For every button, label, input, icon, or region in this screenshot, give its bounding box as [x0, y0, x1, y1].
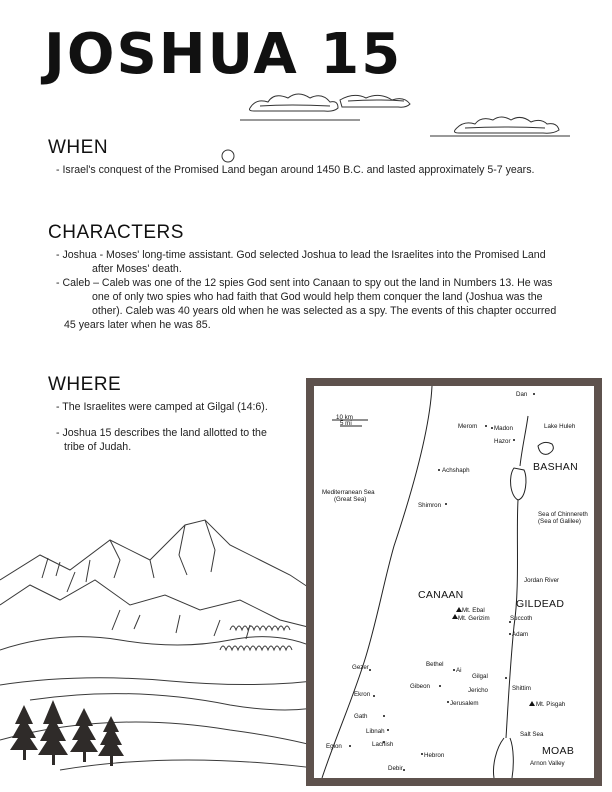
- place-libnah: Libnah: [366, 728, 385, 735]
- bashan-label: BASHAN: [533, 461, 578, 473]
- arnon-valley-label: Arnon Valley: [530, 760, 565, 767]
- place-mt-pisgah: Mt. Pisgah: [536, 701, 566, 708]
- caleb-line-2: one of only two spies who had faith that God would help them conquer the land (Joshua was the: [92, 291, 543, 303]
- place-adam: Adam: [512, 631, 529, 638]
- med-sea-alt-label: (Great Sea): [334, 496, 367, 503]
- place-jericho: Jericho: [468, 687, 488, 694]
- place-jerusalem: Jerusalem: [450, 700, 479, 707]
- gildead-label: GILDEAD: [516, 598, 565, 610]
- joshua-line-2: after Moses' death.: [92, 263, 182, 275]
- clouds-illustration: [240, 78, 600, 138]
- place-shittim: Shittim: [512, 685, 531, 692]
- characters-list: [56, 248, 556, 332]
- where-item-2-line-1: - Joshua 15 describes the land allotted to the: [56, 427, 267, 439]
- canaan-label: CANAAN: [418, 589, 464, 601]
- med-sea-label: Mediterranean Sea: [322, 489, 375, 496]
- place-mt-ebal: Mt. Ebal: [462, 607, 485, 614]
- page-title: JOSHUA 15: [44, 22, 403, 87]
- where-heading: WHERE: [48, 374, 122, 395]
- moab-label: MOAB: [542, 745, 575, 757]
- place-hazor: Hazor: [494, 438, 511, 445]
- place-gibeon: Gibeon: [410, 683, 430, 690]
- place-ai: Ai: [456, 667, 462, 674]
- salt-sea-label: Salt Sea: [520, 731, 544, 738]
- caleb-line-1: - Caleb – Caleb was one of the 12 spies God sent into Canaan to spy out the land in Numbers 13. He was: [56, 277, 553, 289]
- place-gath: Gath: [354, 713, 368, 720]
- where-item-2-line-2: tribe of Judah.: [64, 441, 132, 453]
- place-gezer: Gezer: [352, 664, 369, 671]
- place-mt-gerizim: Mt. Gerizim: [458, 615, 490, 622]
- galilee-label: (Sea of Galilee): [538, 518, 581, 525]
- map-region-labels: [418, 461, 578, 757]
- place-dan: Dan: [516, 391, 528, 398]
- place-achshaph: Achshaph: [442, 467, 470, 474]
- when-item: - Israel's conquest of the Promised Land began around 1450 B.C. and lasted approximately 5-7 years.: [56, 164, 535, 176]
- place-gilgal: Gilgal: [472, 673, 488, 680]
- jordan-river-label: Jordan River: [524, 577, 560, 584]
- place-succoth: Succoth: [510, 615, 533, 622]
- scale-mi-label: 5 mi: [340, 420, 352, 427]
- characters-heading: CHARACTERS: [48, 222, 184, 243]
- lake-huleh-label: Lake Huleh: [544, 423, 576, 430]
- mountain-landscape-illustration: [0, 500, 330, 792]
- place-madon: Madon: [494, 425, 513, 432]
- canaan-map: [314, 386, 594, 778]
- place-debir: Debir: [388, 765, 403, 772]
- scale-km-label: 10 km: [336, 414, 353, 421]
- place-hebron: Hebron: [424, 752, 445, 759]
- when-list: [56, 163, 534, 177]
- place-ekron: Ekron: [354, 691, 371, 698]
- chinnereth-label: Sea of Chinnereth: [538, 511, 588, 518]
- map-scale: [336, 414, 353, 427]
- circle-icon: [220, 148, 236, 164]
- place-eglon: Eglon: [326, 743, 342, 750]
- place-lachish: Lachish: [372, 741, 394, 748]
- caleb-line-3: other). Caleb was 40 years old when he was selected as a spy. The events of this chapter occurred: [92, 305, 557, 317]
- map-svg: [314, 386, 594, 778]
- place-merom: Merom: [458, 423, 478, 430]
- joshua-line-1: - Joshua - Moses' long-time assistant. God selected Joshua to lead the Israelites into the Promised Land: [56, 249, 546, 261]
- where-item-1: - The Israelites were camped at Gilgal (14:6).: [56, 401, 268, 413]
- where-list: [56, 400, 268, 454]
- when-heading: WHEN: [48, 137, 109, 158]
- place-bethel: Bethel: [426, 661, 444, 668]
- place-shimron: Shimron: [418, 502, 442, 509]
- caleb-line-4: 45 years later when he was 85.: [64, 319, 211, 331]
